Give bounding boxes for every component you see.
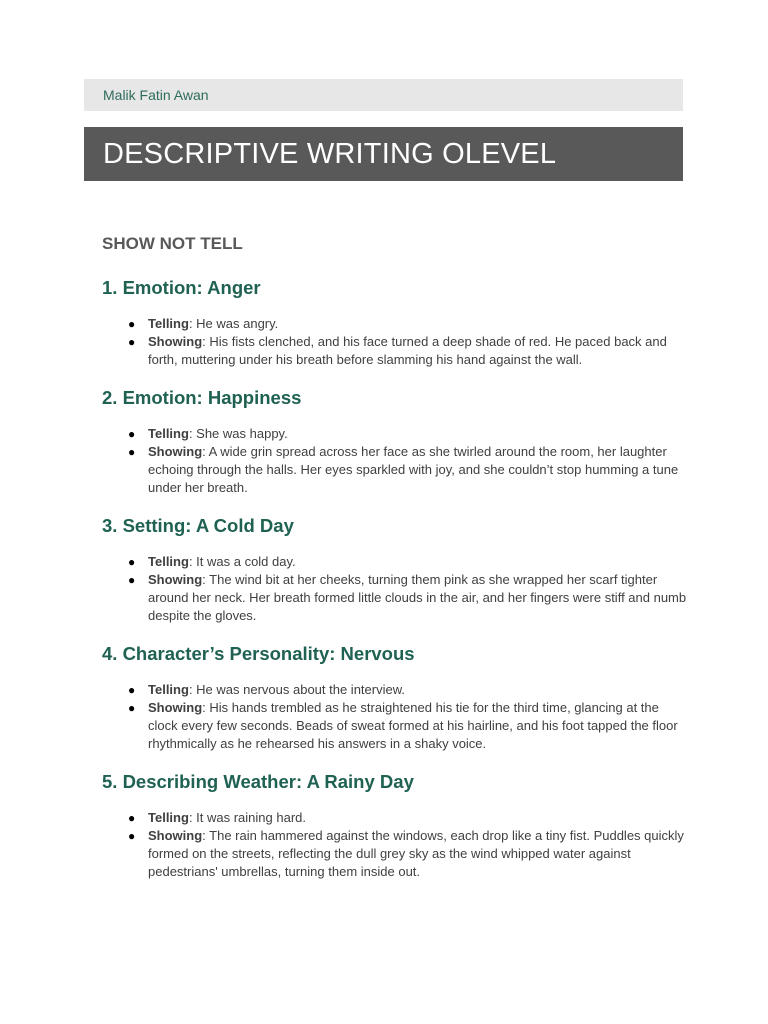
list-item [128,333,687,369]
list-item [128,809,687,827]
bullet-list [102,809,687,881]
list-item [128,681,687,699]
showing-label: Showing [148,828,203,843]
telling-label: Telling [148,554,189,569]
section-nervous [102,642,687,753]
list-item [128,425,687,443]
bullet-icon: ● [128,811,136,825]
bullet-icon: ● [128,335,136,349]
bullet-icon: ● [128,701,136,715]
list-item [128,553,687,571]
showing-text: : His hands trembled as he straightened his tie for the third time, glancing at the clock every few seconds. Beads of sweat formed at his hairline, and his foot tapped the floor rhythmically as he rehearsed his answers in a shaky voice. [148,700,678,751]
bullet-list [102,553,687,625]
showing-label: Showing [148,334,203,349]
telling-text: : It was a cold day. [188,554,296,569]
section-title: 1. Emotion: Anger [102,277,261,298]
section-title: 2. Emotion: Happiness [102,387,302,408]
section-title: 5. Describing Weather: A Rainy Day [102,771,414,792]
author-name: Malik Fatin Awan [103,87,209,103]
section-heading: SHOW NOT TELL [102,234,243,253]
showing-text: : A wide grin spread across her face as she twirled around the room, her laughter echoing through the halls. Her eyes sparkled with joy, and she couldn’t stop humming a tune under her breath. [148,444,679,495]
bullet-list [102,681,687,753]
showing-label: Showing [148,444,203,459]
telling-label: Telling [148,316,189,331]
list-item [128,315,687,333]
section-title: 3. Setting: A Cold Day [102,515,294,536]
bullet-icon: ● [128,445,136,459]
showing-label: Showing [148,572,203,587]
telling-text: : He was angry. [188,316,279,331]
document-body [102,232,687,898]
bullet-icon: ● [128,555,136,569]
telling-text: : It was raining hard. [188,810,306,825]
bullet-icon: ● [128,683,136,697]
telling-text: : She was happy. [188,426,288,441]
showing-text: : His fists clenched, and his face turned a deep shade of red. He paced back and forth, muttering under his breath before slamming his hand against the wall. [148,334,667,367]
section-anger [102,276,687,369]
telling-text: : He was nervous about the interview. [188,682,405,697]
bullet-icon: ● [128,573,136,587]
showing-text: : The wind bit at her cheeks, turning them pink as she wrapped her scarf tighter around her neck. Her breath formed little clouds in the air, and her fingers were stiff and numb despite the gloves. [148,572,687,623]
section-happiness [102,386,687,497]
showing-text: : The rain hammered against the windows, each drop like a tiny fist. Puddles quickly formed on the streets, reflecting the dull grey sky as the wind whipped water against pedestrians' umbrellas, turning them inside out. [148,828,684,879]
showing-label: Showing [148,700,203,715]
bullet-icon: ● [128,427,136,441]
list-item [128,827,687,881]
telling-label: Telling [148,810,189,825]
telling-label: Telling [148,682,189,697]
section-rainy-day [102,770,687,881]
bullet-icon: ● [128,317,136,331]
telling-label: Telling [148,426,189,441]
list-item [128,571,687,625]
document-title: DESCRIPTIVE WRITING OLEVEL [103,137,557,170]
list-item [128,443,687,497]
bullet-list [102,425,687,497]
bullet-icon: ● [128,829,136,843]
author-band [84,79,683,111]
bullet-list [102,315,687,369]
list-item [128,699,687,753]
section-title: 4. Character’s Personality: Nervous [102,643,415,664]
section-cold-day [102,514,687,625]
title-band [84,127,683,181]
